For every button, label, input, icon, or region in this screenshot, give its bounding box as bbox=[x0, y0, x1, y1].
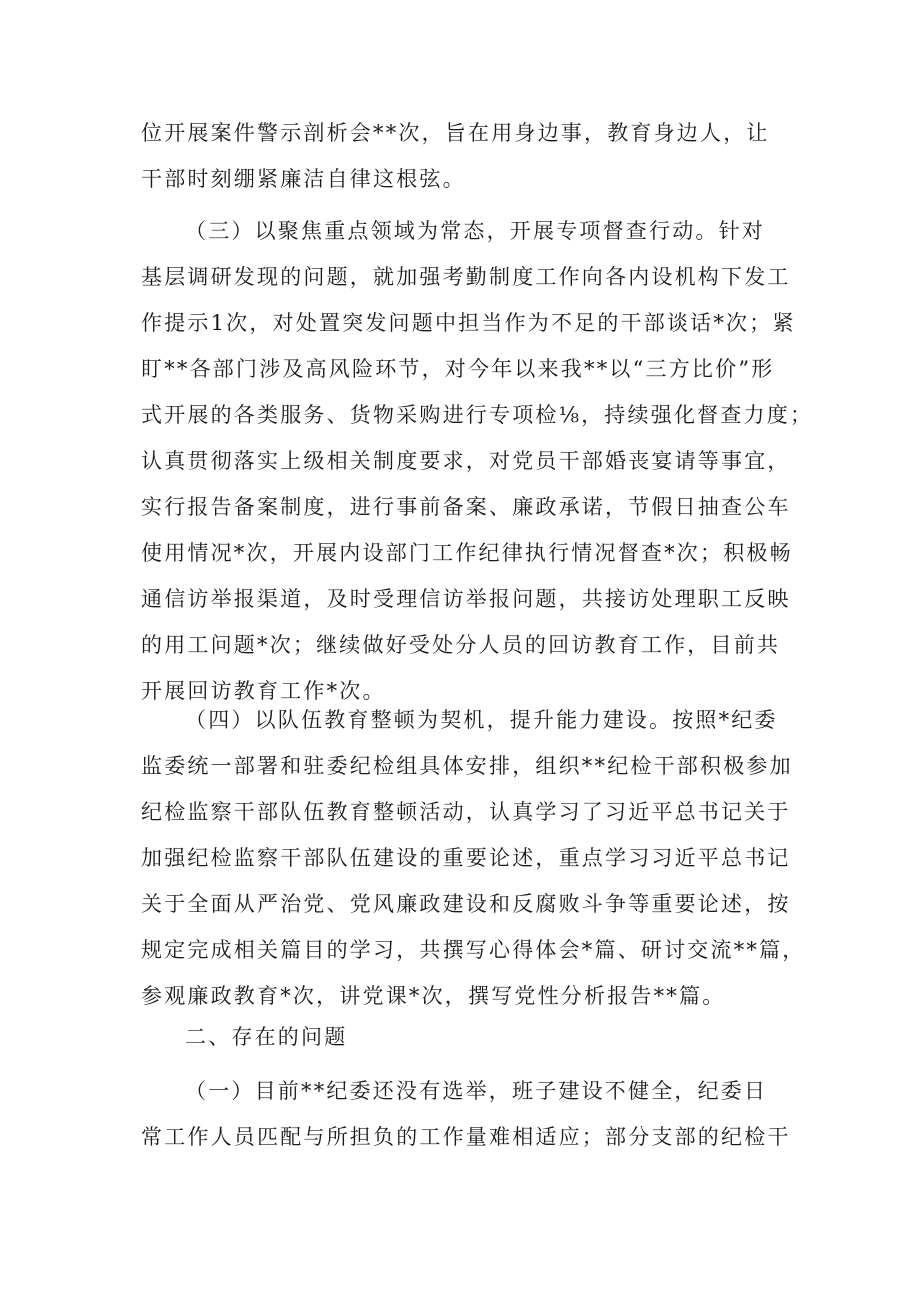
paragraph-section-three bbox=[141, 208, 814, 714]
text-line: 认真贯彻落实上级相关制度要求，对党员干部婚丧宴请等事宜， bbox=[141, 449, 791, 473]
paragraph-case-warning bbox=[141, 110, 783, 202]
text-line: （一）目前**纪委还没有选举，班子建设不健全，纪委日 bbox=[185, 1079, 768, 1103]
text-line: 作提示1次，对处置突发问题中担当作为不足的干部谈话*次；紧 bbox=[141, 311, 796, 335]
text-line: 开展回访教育工作*次。 bbox=[141, 679, 386, 703]
text-line: （四）以队伍教育整顿为契机，提升能力建设。按照*纪委 bbox=[185, 708, 778, 732]
text-line: 参观廉政教育*次，讲党课*次，撰写党性分析报告**篇。 bbox=[141, 984, 726, 1008]
text-line: 规定完成相关篇目的学习，共撰写心得体会*篇、研讨交流**篇， bbox=[141, 938, 806, 962]
text-line: 关于全面从严治党、党风廉政建设和反腐败斗争等重要论述，按 bbox=[141, 892, 791, 916]
text-line: （三）以聚焦重点领域为常态，开展专项督查行动。针对 bbox=[185, 219, 765, 243]
text-line: 监委统一部署和驻委纪检组具体安排，组织**纪检干部积极参加 bbox=[141, 754, 793, 778]
text-line: 实行报告备案制度，进行事前备案、廉政承诺，节假日抽查公车 bbox=[141, 495, 791, 519]
text-line: 加强纪检监察干部队伍建设的重要论述，重点学习习近平总书记 bbox=[141, 846, 791, 870]
section-heading: 二、存在的问题 bbox=[185, 1025, 348, 1049]
paragraph-section-four bbox=[141, 697, 806, 1019]
text-line: 的用工问题*次；继续做好受处分人员的回访教育工作，目前共 bbox=[141, 633, 781, 657]
text-line: 通信访举报渠道，及时受理信访举报问题，共接访处理职工反映 bbox=[141, 587, 791, 611]
text-line: 位开展案件警示剖析会**次，旨在用身边事，教育身边人，让 bbox=[141, 121, 770, 145]
text-line: 式开展的各类服务、货物采购进行专项检⅛，持续强化督查力度； bbox=[141, 403, 814, 427]
text-line: 使用情况*次，开展内设部门工作纪律执行情况督查*次；积极畅 bbox=[141, 541, 793, 565]
text-line: 基层调研发现的问题，就加强考勤制度工作向各内设机构下发工 bbox=[141, 265, 791, 289]
text-line: 盯**各部门涉及高风险环节，对今年以来我**以“三方比价”形 bbox=[141, 357, 775, 381]
text-line: 干部时刻绷紧廉洁自律这根弦。 bbox=[141, 167, 466, 191]
text-line: 常工作人员匹配与所担负的工作量难相适应；部分支部的纪检干 bbox=[141, 1125, 791, 1149]
text-line: 纪检监察干部队伍教育整顿活动，认真学习了习近平总书记关于 bbox=[141, 800, 791, 824]
heading-existing-problems bbox=[141, 1014, 783, 1060]
paragraph-problem-one bbox=[141, 1068, 791, 1160]
